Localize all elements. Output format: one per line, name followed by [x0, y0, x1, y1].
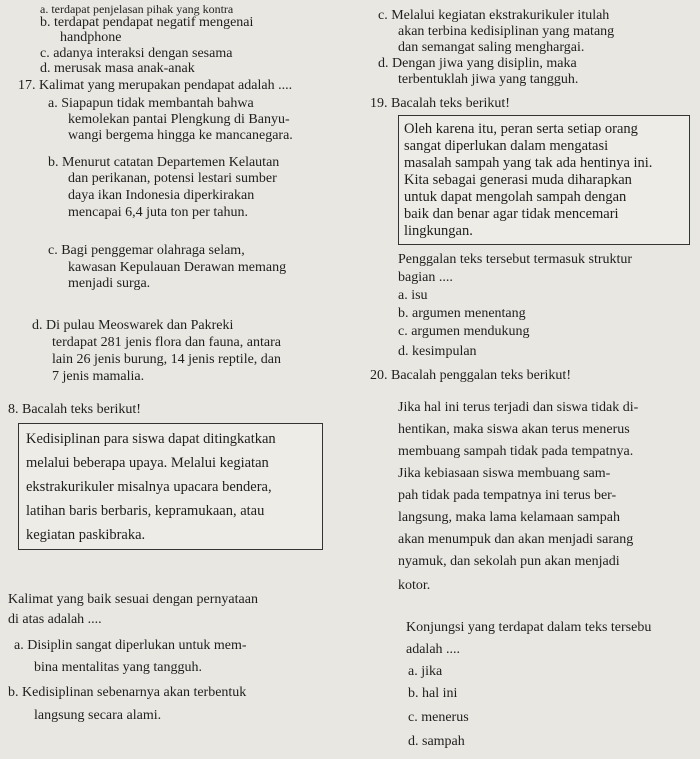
q8-passage-line1: Kedisiplinan para siswa dapat ditingkatkan: [26, 431, 276, 447]
q19-question-line1: Penggalan teks tersebut termasuk struktur: [398, 252, 633, 267]
q20-passage-line7: akan menumpuk dan akan menjadi sarang: [398, 532, 634, 547]
q8-option-a-line2: bina mentalitas yang tangguh.: [34, 660, 202, 675]
q17-option-a-line3: wangi bergema hingga ke mancanegara.: [68, 128, 293, 143]
q19-passage-line3: masalah sampah yang tak ada hentinya ini.: [404, 155, 653, 171]
q20-passage-line8: nyamuk, dan sekolah pun akan menjadi: [398, 554, 620, 569]
q19-passage-box: [398, 115, 690, 245]
q17-option-b-line4: mencapai 6,4 juta ton per tahun.: [68, 205, 248, 220]
q19-question-line2: bagian ....: [398, 270, 453, 285]
q19-option-d: d. kesimpulan: [398, 344, 477, 359]
q8-passage-box: [18, 423, 323, 550]
q17-option-d-line1: d. Di pulau Meoswarek dan Pakreki: [32, 318, 234, 333]
option-d-prev: d. merusak masa anak-anak: [40, 61, 195, 76]
q17-option-d-line3: lain 26 jenis burung, 14 jenis reptile, dan: [52, 352, 282, 367]
q19-passage-line5: untuk dapat mengolah sampah dengan: [404, 189, 627, 205]
q17-option-d-line4: 7 jenis mamalia.: [52, 369, 145, 384]
option-b-prev-cont: handphone: [60, 30, 122, 45]
q8-passage-line5: kegiatan paskibraka.: [26, 527, 146, 543]
q17-stem: 17. Kalimat yang merupakan pendapat adalah ....: [18, 78, 293, 93]
q20-passage-line9: kotor.: [398, 578, 431, 593]
q20-question-line2: adalah ....: [406, 642, 461, 657]
q20-passage-line6: langsung, maka lama kelamaan sampah: [398, 510, 620, 525]
q19-stem: 19. Bacalah teks berikut!: [370, 96, 510, 111]
q19-passage-line2: sangat diperlukan dalam mengatasi: [404, 138, 609, 154]
option-d-prev-right: d. Dengan jiwa yang disiplin, maka: [378, 56, 577, 71]
option-c-prev-right-line2: akan terbina kedisiplinan yang matang: [398, 24, 615, 39]
option-a-prev: a. terdapat penjelasan pihak yang kontra: [40, 2, 234, 16]
q19-option-c: c. argumen mendukung: [398, 324, 530, 339]
q20-question-line1: Konjungsi yang terdapat dalam teks tersebu: [406, 620, 652, 635]
q17-option-c-line3: menjadi surga.: [68, 276, 151, 291]
option-d-prev-right-line2: terbentuklah jiwa yang tangguh.: [398, 72, 579, 87]
q17-option-b-line3: daya ikan Indonesia diperkirakan: [68, 188, 255, 203]
q8-passage-line3: ekstrakurikuler misalnya upacara bendera,: [26, 479, 272, 495]
q8-stem: 8. Bacalah teks berikut!: [8, 402, 141, 417]
q20-passage-line4: Jika kebiasaan siswa membuang sam-: [398, 466, 611, 481]
q20-passage-line1: Jika hal ini terus terjadi dan siswa tidak di-: [398, 400, 639, 415]
q19-passage-line1: Oleh karena itu, peran serta setiap orang: [404, 121, 638, 137]
q20-passage-line3: membuang sampah tidak pada tempatnya.: [398, 444, 634, 459]
q19-option-b: b. argumen menentang: [398, 306, 526, 321]
option-c-prev-right: c. Melalui kegiatan ekstrakurikuler itulah: [378, 8, 610, 23]
q8-passage-line2: melalui beberapa upaya. Melalui kegiatan: [26, 455, 269, 471]
q20-passage-line5: pah tidak pada tempatnya ini terus ber-: [398, 488, 617, 503]
q20-option-d: d. sampah: [408, 734, 465, 749]
q17-option-c-line1: c. Bagi penggemar olahraga selam,: [48, 243, 245, 258]
q20-stem: 20. Bacalah penggalan teks berikut!: [370, 368, 571, 383]
q20-passage-line2: hentikan, maka siswa akan terus menerus: [398, 422, 630, 437]
q19-passage-line4: Kita sebagai generasi muda diharapkan: [404, 172, 632, 188]
q19-option-a: a. isu: [398, 288, 428, 303]
q20-option-b: b. hal ini: [408, 686, 458, 701]
q17-option-c-line2: kawasan Kepulauan Derawan memang: [68, 260, 287, 275]
q19-passage-line7: lingkungan.: [404, 223, 473, 239]
q17-option-b-line1: b. Menurut catatan Departemen Kelautan: [48, 155, 280, 170]
option-c-prev-right-line3: dan semangat saling menghargai.: [398, 40, 585, 55]
option-c-prev: c. adanya interaksi dengan sesama: [40, 46, 233, 61]
q17-option-a-line2: kemolekan pantai Plengkung di Banyu-: [68, 112, 290, 127]
q8-passage-line4: latihan baris berbaris, kepramukaan, atau: [26, 503, 265, 519]
q19-passage-line6: baik dan benar agar tidak mencemari: [404, 206, 619, 222]
q17-option-d-line2: terdapat 281 jenis flora dan fauna, antara: [52, 335, 281, 350]
q8-option-b-line2: langsung secara alami.: [34, 708, 162, 723]
q8-question-line1: Kalimat yang baik sesuai dengan pernyataan: [8, 592, 258, 607]
q8-option-b-line1: b. Kedisiplinan sebenarnya akan terbentuk: [8, 685, 247, 700]
q20-option-c: c. menerus: [408, 710, 469, 725]
q17-option-b-line2: dan perikanan, potensi lestari sumber: [68, 171, 277, 186]
q8-question-line2: di atas adalah ....: [8, 612, 102, 627]
q20-option-a: a. jika: [408, 664, 443, 679]
option-b-prev: b. terdapat pendapat negatif mengenai: [40, 15, 254, 30]
q8-option-a-line1: a. Disiplin sangat diperlukan untuk mem-: [14, 638, 247, 653]
q17-option-a-line1: a. Siapapun tidak membantah bahwa: [48, 96, 254, 111]
